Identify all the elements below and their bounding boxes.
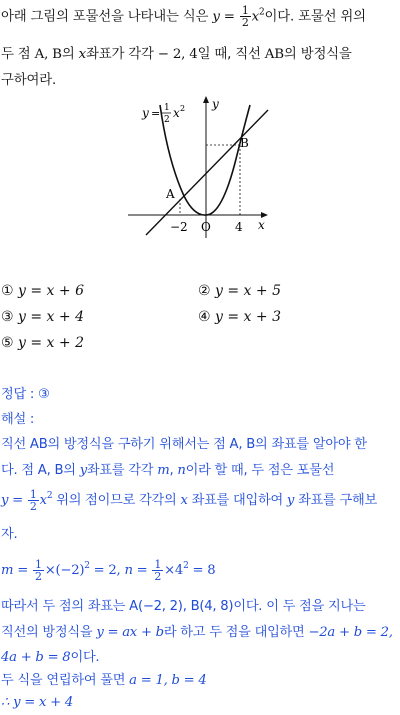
equation-1: −2a + b = 2, — [308, 625, 393, 640]
origin-label: O — [201, 220, 211, 234]
question-line-2 — [1, 46, 352, 64]
option-text: y = x + 6 — [18, 283, 84, 299]
solution-line-2 — [1, 462, 334, 480]
axis-y-label: y — [212, 97, 219, 111]
option-number: ② — [198, 283, 211, 299]
equals: = — [132, 563, 152, 578]
var-x: x — [78, 47, 86, 62]
solution-line-8 — [1, 649, 99, 667]
solution-heading: 해설 : — [1, 412, 35, 427]
solution-text: 좌표를 구해보 — [294, 493, 377, 508]
expression: ×4 — [164, 563, 184, 578]
exponent: 2 — [183, 561, 189, 571]
x-values: − 2, 4 — [157, 47, 198, 62]
var-m: m — [1, 563, 14, 578]
solution-text: 위의 점이므로 각각의 — [52, 493, 181, 508]
equation-var-x: x — [251, 9, 259, 25]
parabola-graph — [0, 95, 400, 245]
option-4[interactable] — [198, 309, 281, 325]
option-3[interactable] — [1, 309, 84, 325]
expression: ×(−2) — [44, 563, 85, 578]
solution-line-5 — [1, 558, 215, 584]
option-number: ① — [1, 283, 14, 299]
var-m: m — [157, 463, 170, 478]
question-text: 이다. 포물선 위의 — [264, 9, 366, 25]
result: = 2, — [89, 563, 125, 578]
solution-text: 좌표를 대입하여 — [187, 493, 287, 508]
graph-eq-exp: 2 — [180, 104, 186, 113]
solution-line-4: 자. — [1, 527, 18, 542]
solution-text: 좌표를 각각 — [86, 463, 158, 478]
solution-text: 두 식을 연립하여 풀면 — [1, 673, 130, 688]
equation-var-y: y — [212, 9, 220, 25]
equals: = — [8, 493, 27, 508]
option-number: ⑤ — [1, 335, 14, 351]
var-x: x — [180, 493, 188, 508]
var-n: n — [124, 563, 133, 578]
solution-line-9 — [1, 672, 207, 690]
solution-line-1: 직선 AB의 방정식을 구하기 위해서는 점 A, B의 좌표를 알아야 한 — [1, 437, 367, 452]
exponent: 2 — [46, 491, 53, 501]
tick-label-4: 4 — [235, 220, 243, 234]
solution-line-6: 따라서 두 점의 좌표는 A(−2, 2), B(4, 8)이다. 이 두 점을 지나는 — [1, 599, 366, 614]
option-number: ④ — [198, 309, 211, 325]
fraction-half: $\frac{1}{2}$ — [154, 557, 162, 583]
point-a-label: A — [166, 187, 175, 201]
solution-text: 다. 점 A, B의 — [1, 463, 80, 478]
tick-label-neg2: −2 — [170, 220, 188, 234]
graph-eq-y: y — [142, 106, 149, 120]
question-text: 의 방정식을 — [283, 47, 352, 62]
equation-equals: = — [219, 9, 239, 25]
solution-text: 직선의 방정식을 — [1, 625, 97, 640]
equation-exponent: 2 — [259, 7, 265, 18]
equation-fraction: $\frac{1}{2}$ — [241, 4, 249, 29]
question-text: 좌표가 각각 — [85, 47, 158, 62]
axis-x-label: x — [258, 218, 265, 232]
solved-values: a = 1, b = 4 — [129, 673, 207, 688]
option-text: y = x + 4 — [18, 309, 84, 325]
var-y: y — [79, 463, 87, 478]
graph-eq-x: x — [173, 106, 180, 120]
option-2[interactable] — [198, 283, 281, 299]
question-text: 일 때, 직선 — [197, 47, 265, 62]
question-line-1 — [1, 5, 366, 28]
question-text: 두 점 — [1, 47, 35, 62]
point-b-label: B — [240, 136, 249, 150]
exponent: 2 — [84, 561, 90, 571]
var-n: n — [177, 463, 186, 478]
solution-text: 이다. — [70, 650, 100, 665]
solution-text: 이라 할 때, 두 점은 포물선 — [185, 463, 335, 478]
option-text: y = x + 3 — [215, 309, 281, 325]
fraction-half: $\frac{1}{2}$ — [29, 487, 37, 513]
option-1[interactable] — [1, 283, 84, 299]
equation-2: 4a + b = 8 — [1, 650, 71, 665]
question-text: 아래 그림의 포물선을 나타내는 식은 — [1, 9, 213, 25]
fraction-half: $\frac{1}{2}$ — [34, 557, 42, 583]
line-equation: y = ax + b — [96, 625, 164, 640]
equals: = — [13, 563, 32, 578]
question-line-3: 구하여라. — [1, 73, 56, 88]
option-text: y = x + 5 — [215, 283, 281, 299]
option-text: y = x + 2 — [18, 335, 84, 351]
solution-text: 라 하고 두 점을 대입하면 — [163, 625, 309, 640]
result: = 8 — [188, 563, 216, 578]
question-text: 의 — [61, 47, 79, 62]
y-axis-arrow — [203, 96, 209, 103]
points-label: A, B — [34, 47, 62, 62]
var-y: y — [1, 493, 9, 508]
var-x: x — [39, 493, 47, 508]
option-5[interactable] — [1, 335, 84, 351]
graph-eq-equals: = — [151, 107, 161, 120]
solution-conclusion: ∴ y = x + 4 — [1, 695, 73, 710]
solution-line-3 — [1, 488, 377, 514]
graph-eq-den: 2 — [164, 115, 170, 125]
graph-eq-num: 1 — [164, 103, 170, 113]
answer-line: 정답 : ③ — [1, 387, 50, 402]
option-number: ③ — [1, 309, 14, 325]
solution-line-7 — [1, 624, 393, 642]
solution-text: , — [169, 463, 178, 478]
line-label: AB — [264, 47, 284, 62]
var-y: y — [286, 493, 295, 508]
